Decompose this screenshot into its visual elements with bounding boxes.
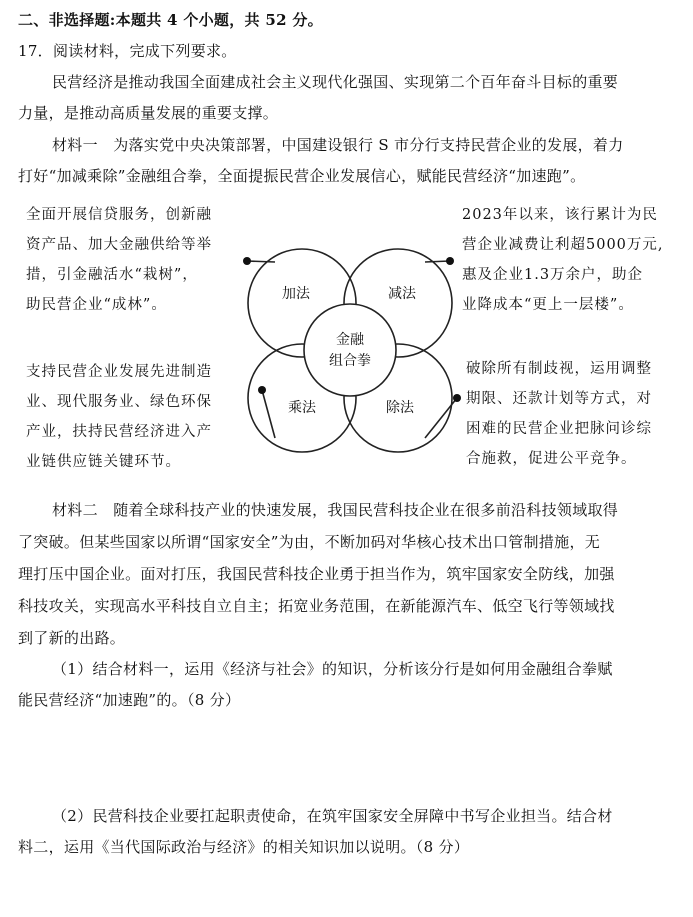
sub-label: 减法 [388, 286, 416, 302]
tr-line: 2023年以来，该行累计为民 [462, 207, 658, 223]
material-2-line-5: 到了新的出路。 [18, 629, 126, 647]
material-1-line-1: 材料一 为落实党中央决策部署，中国建设银行 S 市分行支持民营企业的发展，着力 [52, 136, 624, 154]
tr-line: 惠及企业1.3万余户，助企 [462, 267, 644, 283]
div-label: 除法 [386, 400, 414, 416]
br-line: 合施救，促进公平竞争。 [466, 451, 637, 467]
tl-line: 措，引金融活水“栽树”， [26, 267, 198, 283]
intro-line-1: 民营经济是推动我国全面建成社会主义现代化强国、实现第二个百年奋斗目标的重要 [52, 73, 619, 91]
question-1-line-2: 能民营经济“加速跑”的。（8 分） [18, 691, 241, 709]
connector-bl [262, 390, 275, 438]
box-bottom-left [26, 357, 212, 477]
tr-line: 营企业减费让利超5000万元, [462, 237, 664, 253]
bl-line: 业、现代服务业、绿色环保 [26, 394, 212, 410]
tl-line: 全面开展信贷服务，创新融 [26, 207, 212, 223]
dot-tl [243, 257, 251, 265]
tl-line: 资产品、加大金融供给等举 [26, 237, 212, 253]
tl-line: 助民营企业“成林”。 [26, 297, 167, 313]
question-2-line-2: 料二，运用《当代国际政治与经济》的相关知识加以说明。（8 分） [18, 838, 470, 856]
box-top-left [26, 200, 212, 320]
center-label-1: 金融 [336, 332, 364, 348]
material-2-line-2: 了突破。但某些国家以所谓“国家安全”为由，不断加码对华核心技术出口管制措施，无 [18, 533, 601, 551]
box-top-right [462, 200, 664, 320]
br-line: 困难的民营企业把脉问诊综 [466, 421, 652, 437]
material-1-line-2: 打好“加减乘除”金融组合拳，全面提振民营企业发展信心，赋能民营经济“加速跑”。 [18, 167, 586, 185]
material-2-line-1: 材料二 随着全球科技产业的快速发展，我国民营科技企业在很多前沿科技领域取得 [52, 501, 619, 519]
question-2-line-1: （2）民营科技企业要扛起职责使命，在筑牢国家安全屏障中书写企业担当。结合材 [52, 807, 613, 825]
connector-tl [247, 261, 275, 262]
bl-line: 产业，扶持民营经济进入产 [26, 424, 212, 440]
tr-line: 业降成本“更上一层楼”。 [462, 297, 634, 313]
material-2-line-4: 科技攻关，实现高水平科技自立自主；拓宽业务范围，在新能源汽车、低空飞行等领域找 [18, 597, 615, 615]
question-17-intro: 17．阅读材料，完成下列要求。 [18, 42, 237, 60]
br-line: 期限、还款计划等方式，对 [466, 391, 652, 407]
question-1-line-1: （1）结合材料一，运用《经济与社会》的知识，分析该分行是如何用金融组合拳赋 [52, 660, 613, 678]
add-label: 加法 [282, 286, 310, 302]
center-label-2: 组合拳 [329, 353, 371, 369]
dot-br [453, 394, 461, 402]
bl-line: 支持民营企业发展先进制造 [26, 364, 212, 380]
dot-bl [258, 386, 266, 394]
section-heading: 二、非选择题:本题共 4 个小题，共 52 分。 [18, 11, 323, 29]
center-circle [304, 304, 396, 396]
material-2-line-3: 理打压中国企业。面对打压，我国民营科技企业勇于担当作为，筑牢国家安全防线，加强 [18, 565, 615, 583]
dot-tr [446, 257, 454, 265]
connector-br [425, 398, 457, 438]
mul-label: 乘法 [288, 400, 316, 416]
bl-line: 业链供应链关键环节。 [26, 454, 181, 470]
box-bottom-right [466, 354, 652, 474]
intro-line-2: 力量，是推动高质量发展的重要支撑。 [18, 104, 279, 122]
br-line: 破除所有制歧视，运用调整 [466, 361, 652, 377]
